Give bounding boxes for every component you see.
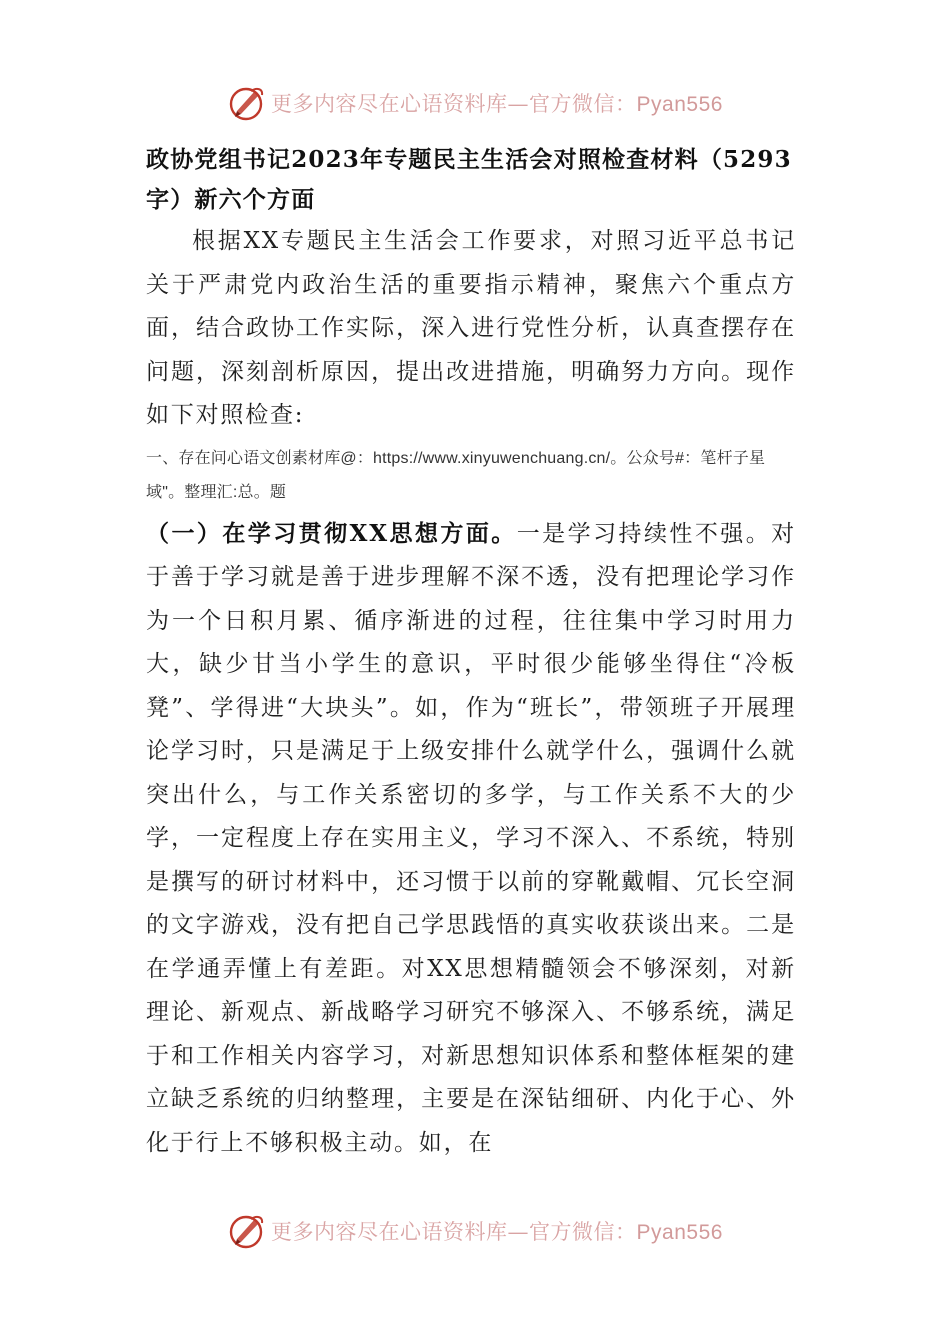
pen-logo-icon [227,1211,267,1251]
banner-brand: Pyan556 [636,1221,723,1244]
header-banner [0,80,950,126]
footer-banner [0,1208,950,1254]
section-1-heading: （一）在学习贯彻XX思想方面。 [146,519,517,547]
banner-text: 更多内容尽在心语资料库—官方微信：Pyan556 [271,92,723,116]
section-1-body: 一是学习持续性不强。对于善于学习就是善于进步理解不深不透，没有把理论学习作为一个日积月累、循序渐进的过程，往往集中学习时用力大，缺少甘当小学生的意识，平时很少能够坐得住“冷板凳”、学得进“大块头”。如，作为“班长”，带领班子开展理论学习时，只是满足于上级安排什么就学什么，强调什么就突出什么，与工作关系密切的多学，与工作关系不大的少学，一定程度上存在实用主义，学习不深入、不系统，特别是撰写的研讨材料中，还习惯于以前的穿靴戴帽、冗长空洞的文字游戏，没有把自己学思践悟的真实收获谈出来。二是在学通弄懂上有差距。对XX思想精髓领会不够深刻，对新理论、新观点、新战略学习研究不够深入、不够系统，满足于和工作相关内容学习，对新思想知识体系和整体框架的建立缺乏系统的归纳整理，主要是在深钻细研、内化于心、外化于行上不够积极主动。如，在 [146,520,796,1156]
section-1-paragraph [146,512,796,1166]
pen-logo-icon [227,83,267,123]
banner-brand: Pyan556 [636,93,723,116]
source-note: 一、存在问心语文创素材库@：https://www.xinyuwenchuang.cn/。公众号#：笔杆子星域"。整理汇:总。题 [146,449,766,501]
banner-text: 更多内容尽在心语资料库—官方微信：Pyan556 [271,1220,723,1244]
document-body [146,140,796,1165]
document-title: 政协党组书记2023年专题民主生活会对照检查材料（5293字）新六个方面 [146,146,792,213]
intro-paragraph: 根据XX专题民主生活会工作要求，对照习近平总书记关于严肃党内政治生活的重要指示精神，聚焦六个重点方面，结合政协工作实际，深入进行党性分析，认真查摆存在问题，深刻剖析原因，提出改进措施，明确努力方向。现作如下对照检查: [146,228,796,428]
